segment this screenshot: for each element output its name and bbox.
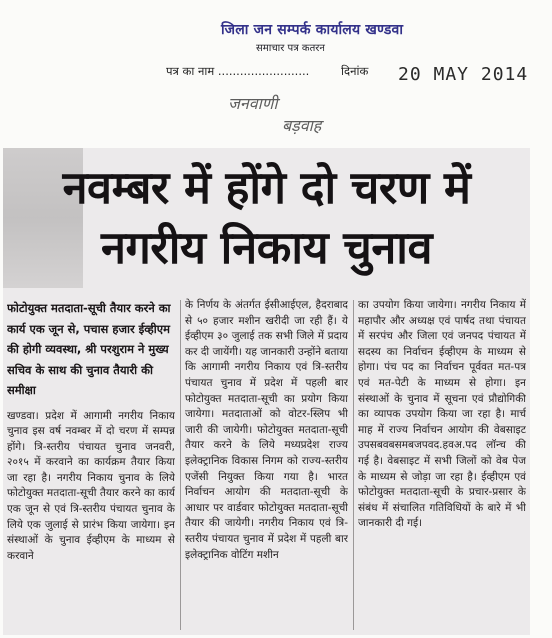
handwritten-city: बड़वाह bbox=[282, 116, 322, 135]
article-deck: फोटोयुक्त मतदाता-सूची तैयार करने का कार्य एक जून से, पचास हजार ईव्हीएम की होगी व्यवस्था, श्री परशुराम ने मुख्य सचिव के साथ की चुनाव तैयारी की समीक्षा bbox=[7, 301, 171, 397]
column-divider bbox=[353, 300, 354, 630]
headline-line-1: नवम्बर में होंगे दो चरण में bbox=[62, 161, 471, 214]
column-divider bbox=[180, 300, 181, 630]
office-title: जिला जन सम्पर्क कार्यालय खण्डवा bbox=[221, 22, 404, 38]
date-stamp: 20 MAY 2014 bbox=[398, 64, 529, 85]
clipping-subtitle: समाचार पत्र कतरन bbox=[256, 43, 325, 54]
news-clipping bbox=[3, 148, 530, 635]
article-column-3: का उपयोग किया जायेगा। नगरीय निकाय में महापौर और अध्यक्ष एवं पार्षद तथा पंचायत में सरपंच और जिला एवं जनपद पंचायत में सदस्य का निर्वाचन ईव्हीएम के माध्यम से होगा। पंच पद का निर्वाचन पूर्ववत मत-पत्र एवं मत-पेटी के माध्यम से होगा। इन संस्थाओं के चुनाव में सूचना एवं प्रौद्योगिकी का व्यापक उपयोग किया जा रहा है। मार्च माह में राज्य निर्वाचन आयोग की वेबसाइट उपसबवबसमबजपवद.हवअ.पद लॉन्च की गई है। वेबसाइट में सभी जिलों को वेब पेज के माध्यम से जोड़ा जा रहा है। ईव्हीएम एवं फोटोयुक्त मतदाता-सूची के प्रचार-प्रसार के संबंध में संचालित गतिविधियों के बारे में भी जानकारी दी गई। bbox=[358, 299, 526, 530]
article-column-1 bbox=[7, 298, 175, 635]
article-body-1: खण्डवा। प्रदेश में आगामी नगरीय निकाय चुनाव इस वर्ष नवम्बर में दो चरण में सम्पन्न होंगे। त्रि-स्तरीय पंचायत चुनाव जनवरी, २०१५ में करवाने का कार्यक्रम तैयार किया जा रहा है। नगरीय निकाय चुनाव के लिये फोटोयुक्त मतदाता-सूची तैयार करने का कार्य एक जून से एवं त्रि-स्तरीय पंचायत चुनाव के लिये एक जुलाई से प्रारंभ किया जायेगा। इन संस्थाओं के चुनाव ईव्हीएम के माध्यम से करवाने bbox=[7, 409, 175, 562]
date-label: दिनांक bbox=[341, 64, 369, 78]
article-column-2: के निर्णय के अंतर्गत ईसीआईएल, हैदराबाद से ५० हजार मशीन खरीदी जा रही हैं। ये ईव्हीएम ३० जुलाई तक सभी जिले में प्रदाय कर दी जायेंगी। यह जानकारी उन्होंने बताया कि आगामी नगरीय निकाय एवं त्रि-स्तरीय पंचायत चुनाव में प्रदेश में पहली बार फोटोयुक्त मतदाता-सूची का प्रयोग किया जायेगा। मतदाताओं को वोटर-स्लिप भी जारी की जायेगी। फोटोयुक्त मतदाता-सूची तैयार करने के लिये मध्यप्रदेश राज्य इलेक्ट्रानिक विकास निगम को राज्य-स्तरीय एजेंसी नियुक्त किया गया है। भारत निर्वाचन आयोग की मतदाता-सूची के आधार पर वार्डवार फोटोयुक्त मतदाता-सूची तैयार की जायेगी। नगरीय निकाय एवं त्रि-स्तरीय पंचायत चुनाव में प्रदेश में पहली बार इलेक्ट्रानिक वोटिंग मशीन bbox=[185, 299, 348, 561]
handwritten-newspaper-name: जनवाणी bbox=[228, 94, 278, 113]
headline-line-2: नगरीय निकाय चुनाव bbox=[101, 221, 432, 274]
newspaper-name-label: पत्र का नाम ......................... bbox=[166, 64, 310, 78]
clipping-header bbox=[0, 0, 552, 148]
